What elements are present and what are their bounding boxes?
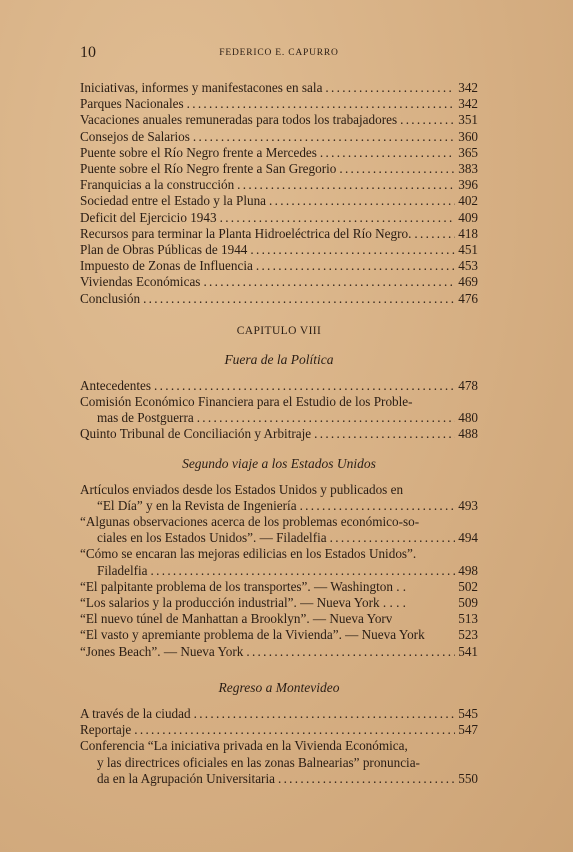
toc-entry bbox=[80, 258, 478, 274]
toc-entry bbox=[80, 129, 478, 145]
toc-entry bbox=[80, 579, 478, 595]
toc-entry-page: 478 bbox=[458, 377, 478, 393]
toc-entry-title: Antecedentes bbox=[80, 377, 152, 393]
toc-entry bbox=[80, 177, 478, 193]
toc-entry-title: Filadelfia bbox=[97, 562, 148, 578]
toc-entry-title: “El Día” y en la Revista de Ingeniería bbox=[97, 497, 297, 513]
toc-entry-title: “Los salarios y la producción industrial”. — Nueva York . . . . bbox=[80, 595, 406, 611]
page-number: 10 bbox=[80, 44, 96, 61]
toc-entry bbox=[80, 96, 478, 112]
toc-entry-page: 396 bbox=[458, 177, 478, 193]
toc-entry bbox=[80, 210, 478, 226]
toc-entry-page: 547 bbox=[458, 722, 478, 738]
toc-entry bbox=[80, 498, 478, 514]
toc-entry bbox=[80, 771, 478, 787]
toc-entry-page: 469 bbox=[458, 274, 478, 290]
toc-entry bbox=[80, 722, 478, 738]
page-header bbox=[80, 44, 478, 66]
toc-entry-page: 545 bbox=[458, 705, 478, 721]
toc-entry-title: Franquicias a la construcción bbox=[80, 177, 235, 193]
toc-entry bbox=[80, 611, 478, 627]
toc-entry-page: 541 bbox=[458, 643, 478, 659]
toc-entry-page: 418 bbox=[458, 225, 478, 241]
toc-entry bbox=[80, 112, 478, 128]
toc-entry bbox=[80, 291, 478, 307]
toc-entry-page: 494 bbox=[458, 530, 478, 546]
toc-entry-page: 342 bbox=[458, 80, 478, 95]
toc-entry bbox=[80, 595, 478, 611]
toc-entry bbox=[80, 193, 478, 209]
toc-entry-page: 476 bbox=[458, 290, 478, 306]
toc-entry-line: y las directrices oficiales en las zonas Balnearias” pronuncia- bbox=[97, 754, 420, 770]
toc-entry-page: 509 bbox=[458, 595, 478, 611]
toc-entry bbox=[80, 161, 478, 177]
toc-entry-title: Parques Nacionales bbox=[80, 96, 184, 112]
toc-entry-title: Vacaciones anuales remuneradas para todos los trabajadores bbox=[80, 112, 398, 128]
toc-entry-title: mas de Postguerra bbox=[97, 410, 194, 426]
toc-entry-title: Viviendas Económicas bbox=[80, 274, 201, 290]
toc-entry bbox=[80, 627, 478, 643]
toc-entry-title: Puente sobre el Río Negro frente a Mercedes bbox=[80, 144, 317, 160]
table-of-contents bbox=[80, 80, 478, 787]
toc-entry-title: Reportaje bbox=[80, 722, 132, 738]
toc-entry-title: Impuesto de Zonas de Influencia bbox=[80, 258, 253, 274]
toc-part-1 bbox=[80, 80, 478, 307]
toc-entry-title: “El nuevo túnel de Manhattan a Brooklyn”. — Nueva Yorv bbox=[80, 611, 393, 627]
toc-entry-line: “Algunas observaciones acerca de los problemas económico-so- bbox=[80, 514, 420, 530]
toc-entry-page: 523 bbox=[458, 627, 478, 643]
toc-entry-title: Quinto Tribunal de Conciliación y Arbitraje bbox=[80, 426, 312, 442]
toc-entry-title: ciales en los Estados Unidos”. — Filadelfia bbox=[97, 530, 327, 546]
toc-entry-page: 342 bbox=[458, 96, 478, 112]
toc-entry bbox=[80, 80, 478, 96]
toc-entry-title: Sociedad entre el Estado y la Pluna bbox=[80, 193, 267, 209]
toc-entry-title: Recursos para terminar la Planta Hidroeléctrica del Río Negro. bbox=[80, 225, 412, 241]
toc-entry-title: Iniciativas, informes y manifestacones en sala bbox=[80, 80, 323, 95]
section-title: Regreso a Montevideo bbox=[218, 679, 340, 695]
toc-entry-line: Conferencia “La iniciativa privada en la Vivienda Económica, bbox=[80, 738, 408, 754]
toc-entry-page: 402 bbox=[458, 193, 478, 209]
toc-entry bbox=[80, 145, 478, 161]
section-title: Segundo viaje a los Estados Unidos bbox=[182, 455, 376, 471]
toc-entry-title: Consejos de Salarios bbox=[80, 128, 190, 144]
toc-entry-title: Plan de Obras Públicas de 1944 bbox=[80, 242, 248, 258]
toc-entry bbox=[80, 274, 478, 290]
toc-entry bbox=[80, 530, 478, 546]
toc-entry bbox=[80, 426, 478, 442]
toc-entry-page: 383 bbox=[458, 161, 478, 177]
chapter-heading: CAPITULO VIII bbox=[236, 324, 322, 337]
toc-entry bbox=[80, 563, 478, 579]
toc-entry-title: da en la Agrupación Universitaria bbox=[97, 770, 275, 786]
toc-entry-page: 351 bbox=[458, 112, 478, 128]
toc-entry-page: 365 bbox=[458, 144, 478, 160]
toc-entry bbox=[80, 378, 478, 394]
toc-entry-page: 451 bbox=[458, 242, 478, 258]
toc-entry-page: 502 bbox=[458, 578, 478, 594]
toc-entry-line: Artículos enviados desde los Estados Unidos y publicados en bbox=[80, 481, 404, 497]
toc-entry bbox=[80, 410, 478, 426]
toc-entry-title: A través de la ciudad bbox=[80, 705, 191, 721]
toc-entry-page: 513 bbox=[458, 611, 478, 627]
toc-entry-title: Deficit del Ejercicio 1943 bbox=[80, 209, 217, 225]
section-title: Fuera de la Política bbox=[224, 351, 334, 367]
toc-entry bbox=[80, 226, 478, 242]
toc-entry bbox=[80, 242, 478, 258]
toc-entry-title: Puente sobre el Río Negro frente a San Gregorio bbox=[80, 161, 337, 177]
toc-entry-title: “Jones Beach”. — Nueva York bbox=[80, 643, 244, 659]
toc-entry-page: 453 bbox=[458, 258, 478, 274]
toc-entry-page: 480 bbox=[458, 410, 478, 426]
toc-entry-page: 409 bbox=[458, 209, 478, 225]
toc-entry-title: “El palpitante problema de los transportes”. — Washington . . bbox=[80, 578, 407, 594]
toc-entry-line: “Cómo se encaran las mejoras edilicias en los Estados Unidos”. bbox=[80, 546, 417, 562]
toc-entry bbox=[80, 706, 478, 722]
toc-entry-page: 360 bbox=[458, 128, 478, 144]
toc-entry-page: 488 bbox=[458, 426, 478, 442]
toc-entry-page: 493 bbox=[458, 497, 478, 513]
toc-entry-title: Conclusión bbox=[80, 290, 141, 306]
toc-entry-line: Comisión Económico Financiera para el Estudio de los Proble- bbox=[80, 394, 413, 410]
toc-entry-page: 550 bbox=[458, 770, 478, 786]
toc-entry-title: “El vasto y apremiante problema de la Vivienda”. — Nueva York bbox=[80, 627, 425, 643]
toc-entry bbox=[80, 644, 478, 660]
toc-entry-page: 498 bbox=[458, 562, 478, 578]
running-head: FEDERICO E. CAPURRO bbox=[219, 48, 339, 58]
